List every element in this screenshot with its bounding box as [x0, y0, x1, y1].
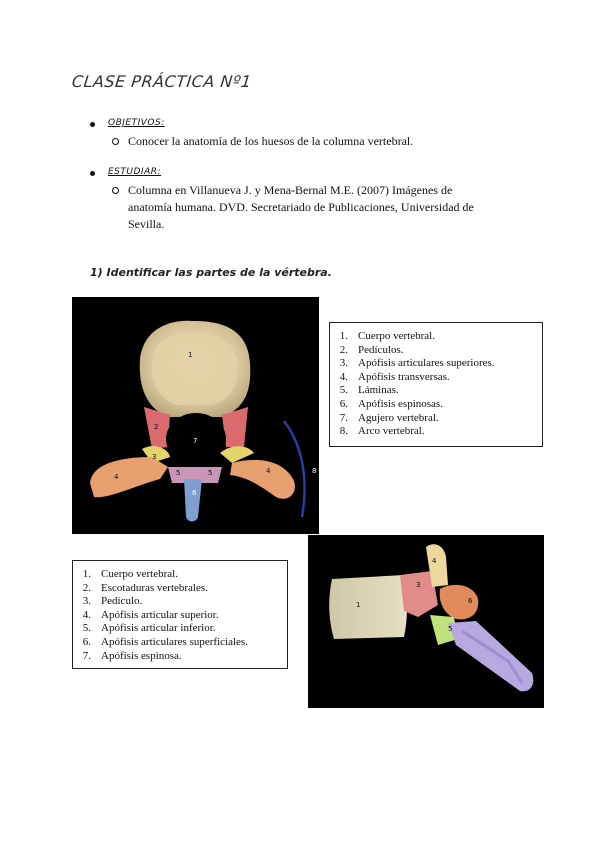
- figure1-legend: [329, 322, 543, 447]
- figure2-label-5: 5: [448, 625, 453, 633]
- vertebra-lateral-illustration: [308, 535, 544, 708]
- figure1-label-2: 2: [154, 423, 159, 431]
- figure1-label-7: 7: [193, 437, 198, 445]
- bullet-icon: [90, 122, 95, 127]
- objectives-label: OBJETIVOS:: [108, 118, 165, 128]
- figure1-label-5a: 5: [176, 469, 181, 477]
- bullet-icon: [90, 171, 95, 176]
- legend-item: 4. Apófisis transversas.: [339, 370, 450, 383]
- vertebral-arch-line: [284, 421, 305, 517]
- section-heading: 1) Identificar las partes de la vértebra.: [90, 266, 332, 279]
- legend-item: 6. Apófisis articulares superficiales.: [82, 635, 248, 648]
- objectives-item: Conocer la anatomía de los huesos de la columna vertebral.: [128, 133, 488, 150]
- transverse-left-shape: [90, 457, 168, 497]
- legend-item: 6. Apófisis espinosas.: [339, 397, 443, 410]
- legend-item: 2. Escotaduras vertebrales.: [82, 581, 208, 594]
- figure1-label-3: 3: [152, 453, 157, 461]
- legend-item: 8. Arco vertebral.: [339, 425, 425, 438]
- spinous-process-shape: [184, 479, 202, 522]
- legend-item: 7. Agujero vertebral.: [339, 411, 439, 424]
- study-label: ESTUDIAR:: [108, 167, 162, 177]
- transverse-right-shape: [230, 460, 295, 499]
- circle-bullet-icon: [112, 138, 119, 145]
- figure1-label-5b: 5: [208, 469, 213, 477]
- legend-item: 5. Apófisis articular inferior.: [82, 622, 216, 635]
- figure2-label-4: 4: [432, 557, 437, 565]
- figure1-label-6: 6: [192, 489, 197, 497]
- legend-item: 2. Pedículos.: [339, 343, 404, 356]
- figure1-label-8: 8: [312, 467, 317, 475]
- figure1-label-4a: 4: [114, 473, 119, 481]
- legend-item: 1. Cuerpo vertebral.: [82, 568, 178, 580]
- vertebral-body-shape: [329, 575, 407, 639]
- figure2-label-3: 3: [416, 581, 421, 589]
- legend-item: 4. Apófisis articular superior.: [82, 608, 219, 621]
- figure1-label-4b: 4: [266, 467, 271, 475]
- study-item: Columna en Villanueva J. y Mena-Bernal M.E. (2007) Imágenes de anatomía humana. DVD. Secretariado de Publicaciones, Universidad de Sevilla.: [128, 182, 488, 233]
- legend-item: 3. Pedículo.: [82, 595, 143, 608]
- figure2-label-6: 6: [468, 597, 473, 605]
- figure1-label-1: 1: [188, 351, 193, 359]
- circle-bullet-icon: [112, 187, 119, 194]
- legend-item: 1. Cuerpo vertebral.: [339, 330, 435, 342]
- vertebra-lateral-view-image: [308, 535, 544, 708]
- vertebra-superior-illustration: [72, 297, 319, 534]
- legend-item: 7. Apófisis espinosa.: [82, 649, 182, 662]
- legend-item: 3. Apófisis articulares superiores.: [339, 357, 495, 370]
- legend-item: 5. Láminas.: [339, 384, 399, 397]
- page-title: CLASE PRÁCTICA Nº1: [71, 72, 253, 91]
- vertebra-superior-view-image: [72, 297, 319, 534]
- figure2-legend: [72, 560, 288, 669]
- figure2-label-1: 1: [356, 601, 361, 609]
